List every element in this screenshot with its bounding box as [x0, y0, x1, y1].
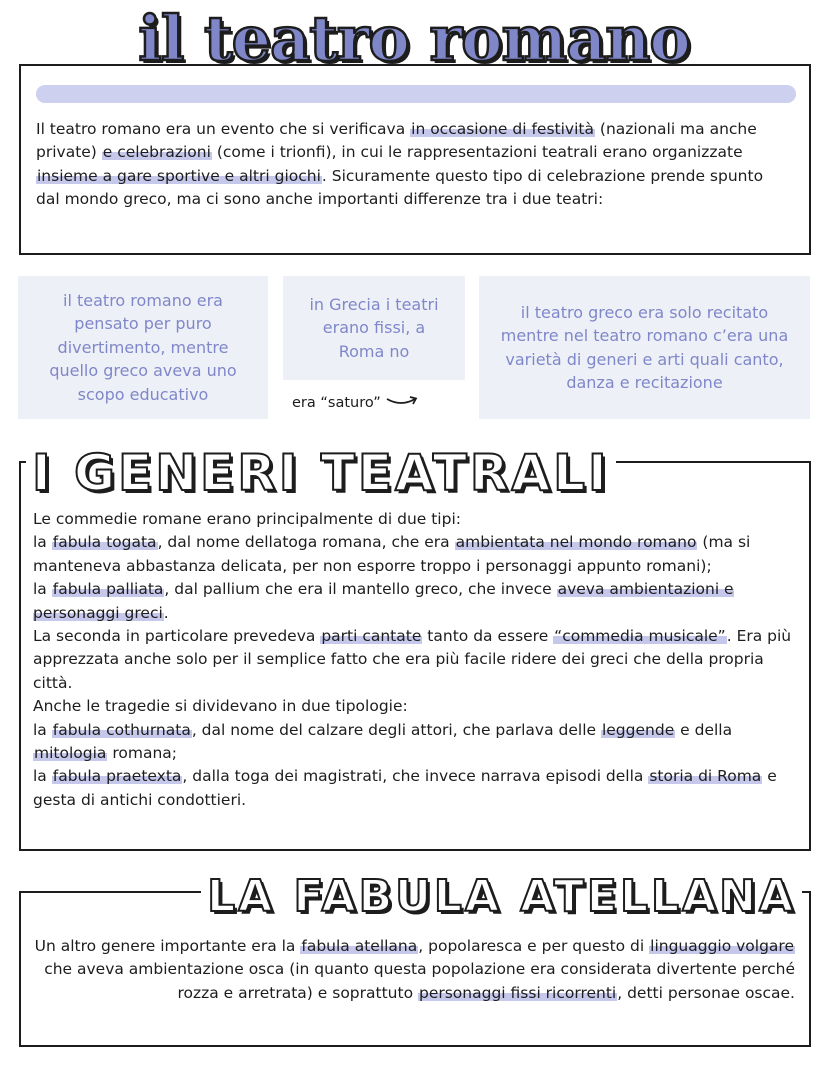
- card-divertimento: [18, 276, 268, 419]
- text-segment: , detti personae oscae.: [617, 983, 795, 1002]
- text-segment: Le commedie romane erano principalmente di due tipi:: [33, 510, 461, 528]
- text-segment: , popolaresca e per questo di: [418, 937, 650, 955]
- card-varieta-generi-text: il teatro greco era solo recitato mentre nel teatro romano c’era una varietà di generi e arti quali canto, danza e recitazione: [500, 302, 789, 392]
- text-segment: e gesta di antichi condottieri.: [33, 767, 777, 809]
- highlighted-phrase: fabula togata: [52, 533, 157, 552]
- generi-title: I GENERI TEATRALI: [26, 448, 616, 498]
- text-segment: Un altro genere importante era la: [34, 937, 301, 955]
- text-segment: (come i trionfi), in cui le rappresentazioni teatrali erano organizzate: [211, 143, 743, 162]
- text-segment: tanto da essere: [422, 627, 554, 646]
- highlighted-phrase: fabula palliata: [52, 580, 164, 599]
- intro-paragraph: [36, 118, 791, 212]
- text-segment: Anche le tragedie si dividevano in due tipologie:: [33, 697, 408, 716]
- text-segment: la: [33, 580, 52, 599]
- text-segment: che aveva ambientazione osca (in quanto questa popolazione era considerata divertente perché rozza e arretrata) e soprattuto: [44, 960, 795, 1002]
- text-segment: .: [163, 603, 169, 622]
- highlighted-phrase: in occasione di festività: [411, 120, 594, 138]
- text-segment: la: [33, 767, 52, 786]
- text-segment: , dalla toga dei magistrati, che invece narrava episodi della: [182, 767, 649, 786]
- generi-paragraph: [33, 508, 798, 812]
- text-segment: la: [33, 533, 52, 552]
- card-divertimento-text: il teatro romano era pensato per puro divertimento, mentre quello greco aveva uno scopo educativo: [49, 290, 237, 404]
- text-segment: romana;: [107, 744, 177, 763]
- highlighted-phrase: insieme a gare sportive e altri giochi: [37, 166, 321, 185]
- text-segment: . Sicuramente questo tipo di celebrazione prende spunto dal mondo greco, ma ci sono anche importanti differenze tra i due teatri:: [36, 166, 764, 209]
- title-underline-front: [36, 85, 796, 103]
- highlighted-phrase: fabula praetexta: [52, 767, 182, 786]
- highlighted-phrase: “commedia musicale”: [554, 627, 726, 646]
- highlighted-phrase: parti cantate: [321, 627, 422, 646]
- highlighted-phrase: ambientata nel mondo romano: [455, 533, 697, 552]
- text-segment: La seconda in particolare prevedeva: [33, 627, 321, 646]
- text-segment: , dal nome dellatoga romana, che era: [157, 533, 455, 552]
- highlighted-phrase: fabula cothurnata: [52, 720, 191, 739]
- saturo-note-text: era “saturo”: [292, 395, 381, 411]
- saturo-note: [292, 394, 419, 412]
- highlighted-phrase: mitologia: [34, 744, 107, 763]
- curved-arrow-icon: [385, 394, 419, 412]
- highlighted-phrase: fabula atellana: [301, 937, 418, 955]
- card-teatri-fissi: [283, 276, 465, 380]
- highlighted-phrase: linguaggio volgare: [650, 937, 794, 955]
- text-segment: (ma si manteneva abbastanza delicata, per non esporre troppo i personaggi appunto romani);: [33, 533, 751, 575]
- page-title: il teatro romano: [138, 2, 690, 75]
- text-segment: , dal pallium che era il mantello greco, che invece: [164, 580, 557, 599]
- highlighted-phrase: aveva ambientazioni e personaggi greci: [33, 580, 734, 622]
- text-segment: la: [33, 720, 52, 739]
- card-varieta-generi: [479, 276, 810, 419]
- highlighted-phrase: leggende: [601, 720, 675, 739]
- text-segment: Il teatro romano era un evento che si verificava: [36, 120, 411, 138]
- atellana-title: LA FABULA ATELLANA: [201, 875, 802, 919]
- text-segment: (nazionali ma anche private): [36, 120, 757, 162]
- card-teatri-fissi-text: in Grecia i teatri erano fissi, a Roma no: [309, 294, 439, 361]
- highlighted-phrase: personaggi fissi ricorrenti: [418, 983, 617, 1002]
- highlighted-phrase: storia di Roma: [649, 767, 762, 786]
- text-segment: . Era più apprezzata anche solo per il semplice fatto che era più facile ridere dei greci che della propria città.: [33, 627, 792, 692]
- text-segment: , dal nome del calzare degli attori, che parlava delle: [191, 720, 601, 739]
- highlighted-phrase: e celebrazioni: [102, 143, 211, 162]
- text-segment: e della: [675, 720, 733, 739]
- atellana-paragraph: [32, 935, 795, 1005]
